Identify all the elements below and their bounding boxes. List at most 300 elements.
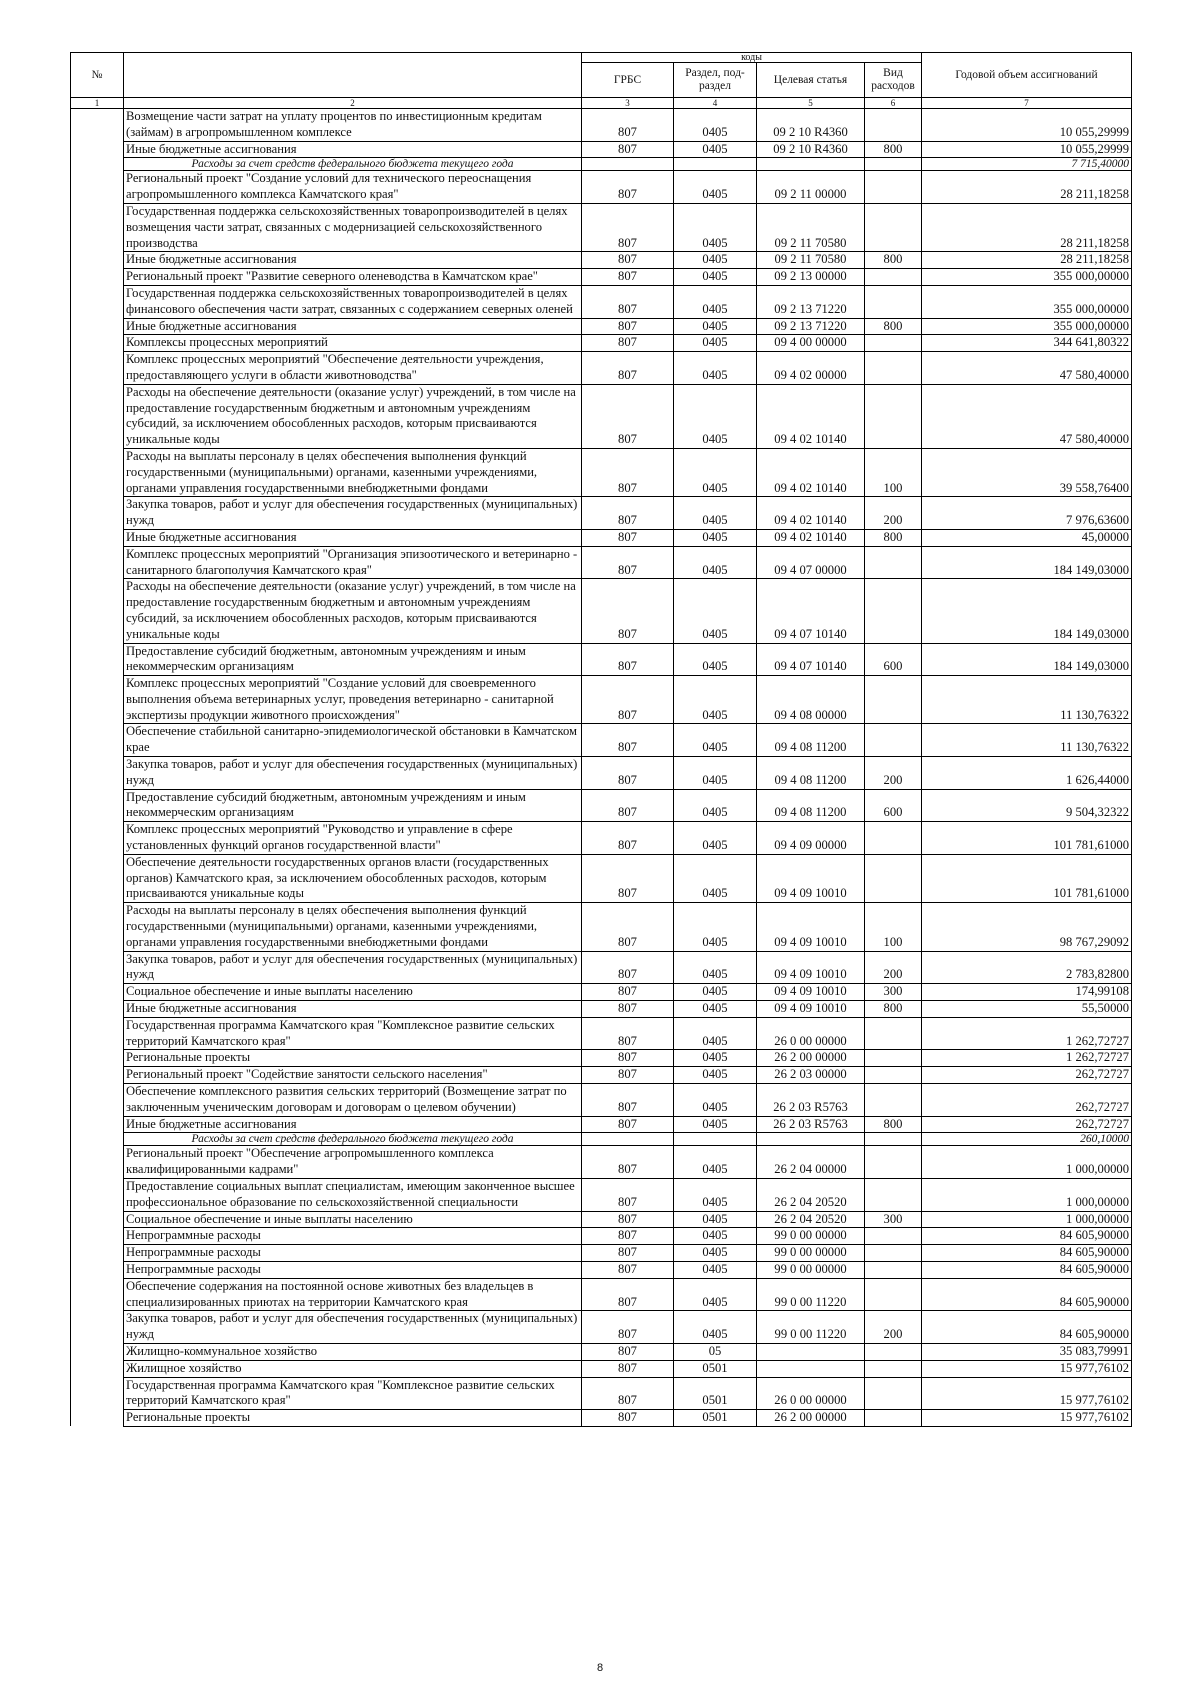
table-row <box>71 285 1132 318</box>
row-number-cell <box>71 318 124 335</box>
header-name <box>124 53 582 98</box>
table-row <box>71 171 1132 204</box>
row-number-cell <box>71 1261 124 1278</box>
grbs-cell: 807 <box>582 171 674 204</box>
grbs-cell: 807 <box>582 1343 674 1360</box>
amount-cell: 11 130,76322 <box>922 676 1132 724</box>
vid-cell <box>865 1360 922 1377</box>
row-name-cell: Непрограммные расходы <box>124 1245 582 1262</box>
vid-cell <box>865 1377 922 1410</box>
row-number-cell <box>71 1179 124 1212</box>
target-cell: 09 2 11 00000 <box>757 171 865 204</box>
grbs-cell: 807 <box>582 724 674 757</box>
row-name-cell: Иные бюджетные ассигнования <box>124 1001 582 1018</box>
table-row <box>71 1261 1132 1278</box>
row-number-cell <box>71 757 124 790</box>
target-cell: 09 4 08 11200 <box>757 789 865 822</box>
row-number-cell <box>71 1245 124 1262</box>
grbs-cell: 807 <box>582 448 674 496</box>
target-cell: 09 4 00 00000 <box>757 335 865 352</box>
table-row <box>71 822 1132 855</box>
vid-cell: 800 <box>865 252 922 269</box>
grbs-cell: 807 <box>582 903 674 951</box>
grbs-cell: 807 <box>582 757 674 790</box>
row-number-cell <box>71 1377 124 1410</box>
column-number: 5 <box>757 98 865 109</box>
razdel-cell: 0405 <box>674 676 757 724</box>
row-name-cell: Расходы на обеспечение деятельности (оказание услуг) учреждений, в том числе на предоставление государственным бюджетным и автономным учреждениям субсидий, за исключением обособленных расходов, которым присваиваются уникальные коды <box>124 579 582 643</box>
table-body <box>71 109 1132 1427</box>
grbs-cell: 807 <box>582 285 674 318</box>
table-row <box>71 546 1132 579</box>
amount-cell: 39 558,76400 <box>922 448 1132 496</box>
razdel-cell: 0405 <box>674 1179 757 1212</box>
amount-cell: 28 211,18258 <box>922 171 1132 204</box>
amount-cell: 84 605,90000 <box>922 1261 1132 1278</box>
row-name-cell: Непрограммные расходы <box>124 1261 582 1278</box>
razdel-cell: 05 <box>674 1343 757 1360</box>
amount-cell: 262,72727 <box>922 1067 1132 1084</box>
row-number-cell <box>71 676 124 724</box>
target-cell: 09 4 02 10140 <box>757 448 865 496</box>
row-number-cell <box>71 109 124 142</box>
table-row <box>71 1211 1132 1228</box>
amount-cell: 184 149,03000 <box>922 546 1132 579</box>
vid-cell <box>865 1017 922 1050</box>
amount-cell: 262,72727 <box>922 1116 1132 1133</box>
column-number: 7 <box>922 98 1132 109</box>
row-name-cell: Государственная поддержка сельскохозяйственных товаропроизводителей в целях возмещения части затрат, связанных с модернизацией сельскохозяйственного производства <box>124 203 582 251</box>
grbs-cell <box>582 158 674 171</box>
vid-cell: 100 <box>865 448 922 496</box>
header-codes: коды <box>582 53 922 63</box>
amount-cell: 184 149,03000 <box>922 643 1132 676</box>
federal-budget-note-row <box>71 158 1132 171</box>
row-name-cell: Региональные проекты <box>124 1410 582 1427</box>
vid-cell <box>865 546 922 579</box>
header-target: Целевая статья <box>757 63 865 98</box>
table-row <box>71 1278 1132 1311</box>
table-row <box>71 1116 1132 1133</box>
amount-cell: 355 000,00000 <box>922 318 1132 335</box>
razdel-cell: 0405 <box>674 1311 757 1344</box>
grbs-cell: 807 <box>582 335 674 352</box>
razdel-cell: 0405 <box>674 789 757 822</box>
column-number: 1 <box>71 98 124 109</box>
amount-cell: 47 580,40000 <box>922 384 1132 448</box>
target-cell: 99 0 00 11220 <box>757 1311 865 1344</box>
row-number-cell <box>71 546 124 579</box>
table-row <box>71 1245 1132 1262</box>
grbs-cell: 807 <box>582 203 674 251</box>
row-name-cell: Непрограммные расходы <box>124 1228 582 1245</box>
amount-cell: 55,50000 <box>922 1001 1132 1018</box>
vid-cell <box>865 1050 922 1067</box>
row-number-cell <box>71 903 124 951</box>
grbs-cell: 807 <box>582 352 674 385</box>
target-cell: 09 2 11 70580 <box>757 252 865 269</box>
table-row <box>71 757 1132 790</box>
row-number-cell <box>71 1278 124 1311</box>
table-row <box>71 1017 1132 1050</box>
table-row <box>71 724 1132 757</box>
table-row <box>71 1377 1132 1410</box>
vid-cell <box>865 724 922 757</box>
target-cell: 09 4 02 10140 <box>757 497 865 530</box>
row-name-cell: Расходы на выплаты персоналу в целях обеспечения выполнения функций государственными (муниципальными) органами, казенными учреждениями, органами управления государственными внебюджетными фондами <box>124 903 582 951</box>
vid-cell <box>865 109 922 142</box>
row-number-cell <box>71 171 124 204</box>
grbs-cell: 807 <box>582 269 674 286</box>
razdel-cell: 0501 <box>674 1360 757 1377</box>
row-name-cell: Региональный проект "Содействие занятости сельского населения" <box>124 1067 582 1084</box>
target-cell <box>757 1360 865 1377</box>
vid-cell: 800 <box>865 318 922 335</box>
column-number: 6 <box>865 98 922 109</box>
razdel-cell: 0405 <box>674 724 757 757</box>
amount-cell: 84 605,90000 <box>922 1311 1132 1344</box>
target-cell: 09 4 02 10140 <box>757 529 865 546</box>
amount-cell: 355 000,00000 <box>922 285 1132 318</box>
row-name-cell: Расходы за счет средств федерального бюджета текущего года <box>124 158 582 171</box>
row-number-cell <box>71 1228 124 1245</box>
razdel-cell: 0501 <box>674 1377 757 1410</box>
amount-cell: 344 641,80322 <box>922 335 1132 352</box>
target-cell: 99 0 00 00000 <box>757 1245 865 1262</box>
target-cell: 09 2 11 70580 <box>757 203 865 251</box>
target-cell: 26 2 04 00000 <box>757 1146 865 1179</box>
table-row <box>71 854 1132 902</box>
vid-cell <box>865 1067 922 1084</box>
budget-table <box>70 52 1132 1427</box>
row-number-cell <box>71 984 124 1001</box>
vid-cell <box>865 1245 922 1262</box>
row-name-cell: Региональный проект "Создание условий для технического переоснащения агропромышленного комплекса Камчатского края" <box>124 171 582 204</box>
table-row <box>71 352 1132 385</box>
grbs-cell: 807 <box>582 1245 674 1262</box>
table-row <box>71 1410 1132 1427</box>
vid-cell <box>865 158 922 171</box>
row-number-cell <box>71 252 124 269</box>
target-cell: 09 4 09 10010 <box>757 1001 865 1018</box>
target-cell: 09 4 09 10010 <box>757 903 865 951</box>
vid-cell <box>865 352 922 385</box>
amount-cell: 28 211,18258 <box>922 203 1132 251</box>
grbs-cell: 807 <box>582 1311 674 1344</box>
table-row <box>71 1228 1132 1245</box>
vid-cell <box>865 579 922 643</box>
target-cell: 09 4 02 00000 <box>757 352 865 385</box>
row-number-cell <box>71 724 124 757</box>
row-name-cell: Жилищно-коммунальное хозяйство <box>124 1343 582 1360</box>
razdel-cell: 0405 <box>674 109 757 142</box>
row-name-cell: Расходы на обеспечение деятельности (оказание услуг) учреждений, в том числе на предоставление государственным бюджетным и автономным учреждениям субсидий, за исключением обособленных расходов, которым присваиваются уникальные коды <box>124 384 582 448</box>
row-name-cell: Иные бюджетные ассигнования <box>124 318 582 335</box>
column-number: 4 <box>674 98 757 109</box>
row-name-cell: Закупка товаров, работ и услуг для обеспечения государственных (муниципальных) нужд <box>124 1311 582 1344</box>
row-number-cell <box>71 951 124 984</box>
amount-cell: 101 781,61000 <box>922 822 1132 855</box>
table-row <box>71 318 1132 335</box>
razdel-cell: 0405 <box>674 384 757 448</box>
vid-cell <box>865 676 922 724</box>
vid-cell: 800 <box>865 529 922 546</box>
grbs-cell: 807 <box>582 141 674 158</box>
row-name-cell: Жилищное хозяйство <box>124 1360 582 1377</box>
razdel-cell: 0405 <box>674 1211 757 1228</box>
grbs-cell: 807 <box>582 1410 674 1427</box>
table-row <box>71 579 1132 643</box>
target-cell: 09 4 09 10010 <box>757 984 865 1001</box>
target-cell: 99 0 00 00000 <box>757 1228 865 1245</box>
table-row <box>71 1084 1132 1117</box>
vid-cell <box>865 1278 922 1311</box>
row-number-cell <box>71 1050 124 1067</box>
grbs-cell: 807 <box>582 1001 674 1018</box>
razdel-cell: 0405 <box>674 854 757 902</box>
grbs-cell: 807 <box>582 1211 674 1228</box>
razdel-cell: 0405 <box>674 1050 757 1067</box>
amount-cell: 47 580,40000 <box>922 352 1132 385</box>
amount-cell: 9 504,32322 <box>922 789 1132 822</box>
vid-cell: 800 <box>865 1116 922 1133</box>
row-name-cell: Расходы за счет средств федерального бюджета текущего года <box>124 1133 582 1146</box>
header-amount: Годовой объем ассигнований <box>922 53 1132 98</box>
razdel-cell: 0405 <box>674 1261 757 1278</box>
amount-cell: 262,72727 <box>922 1084 1132 1117</box>
razdel-cell: 0405 <box>674 318 757 335</box>
row-number-cell <box>71 854 124 902</box>
row-number-cell <box>71 141 124 158</box>
razdel-cell: 0405 <box>674 1084 757 1117</box>
razdel-cell: 0405 <box>674 757 757 790</box>
target-cell: 26 2 04 20520 <box>757 1179 865 1212</box>
amount-cell: 28 211,18258 <box>922 252 1132 269</box>
table-row <box>71 676 1132 724</box>
amount-cell: 2 783,82800 <box>922 951 1132 984</box>
row-name-cell: Иные бюджетные ассигнования <box>124 141 582 158</box>
table-row <box>71 1360 1132 1377</box>
row-number-cell <box>71 579 124 643</box>
grbs-cell: 807 <box>582 1278 674 1311</box>
razdel-cell: 0405 <box>674 1146 757 1179</box>
razdel-cell: 0405 <box>674 1001 757 1018</box>
vid-cell <box>865 203 922 251</box>
row-number-cell <box>71 352 124 385</box>
header-no: № <box>71 53 124 98</box>
grbs-cell: 807 <box>582 1360 674 1377</box>
amount-cell: 1 262,72727 <box>922 1050 1132 1067</box>
vid-cell <box>865 335 922 352</box>
column-number: 3 <box>582 98 674 109</box>
amount-cell: 1 626,44000 <box>922 757 1132 790</box>
row-name-cell: Иные бюджетные ассигнования <box>124 529 582 546</box>
target-cell: 09 4 08 11200 <box>757 757 865 790</box>
amount-cell: 7 715,40000 <box>922 158 1132 171</box>
row-name-cell: Региональный проект "Обеспечение агропромышленного комплекса квалифицированными кадрами" <box>124 1146 582 1179</box>
amount-cell: 15 977,76102 <box>922 1360 1132 1377</box>
table-row <box>71 643 1132 676</box>
grbs-cell: 807 <box>582 1228 674 1245</box>
table-row <box>71 984 1132 1001</box>
federal-budget-note-row <box>71 1133 1132 1146</box>
grbs-cell: 807 <box>582 676 674 724</box>
vid-cell <box>865 384 922 448</box>
amount-cell: 45,00000 <box>922 529 1132 546</box>
razdel-cell: 0405 <box>674 1245 757 1262</box>
grbs-cell: 807 <box>582 1017 674 1050</box>
column-number: 2 <box>124 98 582 109</box>
table-row <box>71 1146 1132 1179</box>
row-number-cell <box>71 384 124 448</box>
razdel-cell: 0405 <box>674 579 757 643</box>
row-name-cell: Возмещение части затрат на уплату процентов по инвестиционным кредитам (займам) в агропромышленном комплексе <box>124 109 582 142</box>
target-cell: 09 4 09 00000 <box>757 822 865 855</box>
grbs-cell: 807 <box>582 1050 674 1067</box>
vid-cell: 100 <box>865 903 922 951</box>
target-cell: 09 4 09 10010 <box>757 854 865 902</box>
row-name-cell: Социальное обеспечение и иные выплаты населению <box>124 1211 582 1228</box>
target-cell: 09 4 08 11200 <box>757 724 865 757</box>
row-name-cell: Расходы на выплаты персоналу в целях обеспечения выполнения функций государственными (муниципальными) органами, казенными учреждениями, органами управления государственными внебюджетными фондами <box>124 448 582 496</box>
razdel-cell: 0405 <box>674 643 757 676</box>
amount-cell: 84 605,90000 <box>922 1245 1132 1262</box>
vid-cell <box>865 1410 922 1427</box>
vid-cell <box>865 1084 922 1117</box>
razdel-cell: 0405 <box>674 1067 757 1084</box>
vid-cell <box>865 1146 922 1179</box>
row-number-cell <box>71 529 124 546</box>
grbs-cell: 807 <box>582 318 674 335</box>
grbs-cell: 807 <box>582 109 674 142</box>
vid-cell <box>865 171 922 204</box>
row-name-cell: Обеспечение стабильной санитарно-эпидемиологической обстановки в Камчатском крае <box>124 724 582 757</box>
row-name-cell: Иные бюджетные ассигнования <box>124 252 582 269</box>
target-cell: 09 2 10 R4360 <box>757 141 865 158</box>
razdel-cell: 0405 <box>674 529 757 546</box>
vid-cell: 800 <box>865 1001 922 1018</box>
razdel-cell: 0405 <box>674 984 757 1001</box>
table-row <box>71 497 1132 530</box>
target-cell: 26 2 03 R5763 <box>757 1116 865 1133</box>
row-name-cell: Предоставление социальных выплат специалистам, имеющим законченное высшее профессиональное образование по сельскохозяйственной специальности <box>124 1179 582 1212</box>
target-cell: 26 2 03 00000 <box>757 1067 865 1084</box>
vid-cell <box>865 1228 922 1245</box>
grbs-cell: 807 <box>582 1084 674 1117</box>
row-name-cell: Обеспечение комплексного развития сельских территорий (Возмещение затрат по заключенным ученическим договорам и договорам о целевом обучении) <box>124 1084 582 1117</box>
target-cell <box>757 158 865 171</box>
razdel-cell: 0405 <box>674 546 757 579</box>
row-name-cell: Комплексы процессных мероприятий <box>124 335 582 352</box>
grbs-cell: 807 <box>582 1067 674 1084</box>
amount-cell: 260,10000 <box>922 1133 1132 1146</box>
table-row <box>71 951 1132 984</box>
grbs-cell: 807 <box>582 643 674 676</box>
row-name-cell: Комплекс процессных мероприятий "Обеспечение деятельности учреждения, предоставляющего услуги в области животноводства" <box>124 352 582 385</box>
razdel-cell: 0405 <box>674 1116 757 1133</box>
row-number-cell <box>71 1116 124 1133</box>
vid-cell: 600 <box>865 789 922 822</box>
row-name-cell: Государственная программа Камчатского края "Комплексное развитие сельских территорий Камчатского края" <box>124 1377 582 1410</box>
row-number-cell <box>71 1311 124 1344</box>
razdel-cell: 0405 <box>674 141 757 158</box>
row-number-cell <box>71 1067 124 1084</box>
grbs-cell: 807 <box>582 822 674 855</box>
razdel-cell: 0405 <box>674 335 757 352</box>
vid-cell: 200 <box>865 497 922 530</box>
amount-cell: 84 605,90000 <box>922 1228 1132 1245</box>
grbs-cell: 807 <box>582 984 674 1001</box>
vid-cell <box>865 822 922 855</box>
amount-cell: 15 977,76102 <box>922 1410 1132 1427</box>
row-name-cell: Государственная программа Камчатского края "Комплексное развитие сельских территорий Камчатского края" <box>124 1017 582 1050</box>
amount-cell: 84 605,90000 <box>922 1278 1132 1311</box>
row-name-cell: Комплекс процессных мероприятий "Организация эпизоотического и ветеринарно - санитарного благополучия Камчатского края" <box>124 546 582 579</box>
razdel-cell: 0405 <box>674 1278 757 1311</box>
table-row <box>71 269 1132 286</box>
row-name-cell: Закупка товаров, работ и услуг для обеспечения государственных (муниципальных) нужд <box>124 757 582 790</box>
target-cell: 09 4 09 10010 <box>757 951 865 984</box>
razdel-cell: 0405 <box>674 269 757 286</box>
row-name-cell: Иные бюджетные ассигнования <box>124 1116 582 1133</box>
grbs-cell: 807 <box>582 252 674 269</box>
row-name-cell: Социальное обеспечение и иные выплаты населению <box>124 984 582 1001</box>
row-name-cell: Закупка товаров, работ и услуг для обеспечения государственных (муниципальных) нужд <box>124 951 582 984</box>
row-name-cell: Обеспечение содержания на постоянной основе животных без владельцев в специализированных приютах на территории Камчатского края <box>124 1278 582 1311</box>
row-number-cell <box>71 1017 124 1050</box>
target-cell: 99 0 00 00000 <box>757 1261 865 1278</box>
amount-cell: 10 055,29999 <box>922 109 1132 142</box>
razdel-cell: 0405 <box>674 497 757 530</box>
razdel-cell: 0405 <box>674 1017 757 1050</box>
grbs-cell: 807 <box>582 1261 674 1278</box>
target-cell: 09 2 13 71220 <box>757 285 865 318</box>
target-cell: 26 2 04 20520 <box>757 1211 865 1228</box>
razdel-cell: 0405 <box>674 903 757 951</box>
row-name-cell: Предоставление субсидий бюджетным, автономным учреждениям и иным некоммерческим организациям <box>124 789 582 822</box>
table-row <box>71 335 1132 352</box>
grbs-cell: 807 <box>582 1179 674 1212</box>
razdel-cell: 0405 <box>674 252 757 269</box>
row-number-cell <box>71 1084 124 1117</box>
grbs-cell: 807 <box>582 497 674 530</box>
amount-cell: 184 149,03000 <box>922 579 1132 643</box>
target-cell: 09 2 10 R4360 <box>757 109 865 142</box>
row-number-cell <box>71 203 124 251</box>
row-number-cell <box>71 285 124 318</box>
row-number-cell <box>71 497 124 530</box>
amount-cell: 15 977,76102 <box>922 1377 1132 1410</box>
razdel-cell: 0501 <box>674 1410 757 1427</box>
row-number-cell <box>71 1360 124 1377</box>
vid-cell <box>865 1133 922 1146</box>
row-name-cell: Региональный проект "Развитие северного оленеводства в Камчатском крае" <box>124 269 582 286</box>
target-cell <box>757 1343 865 1360</box>
razdel-cell: 0405 <box>674 951 757 984</box>
row-number-cell <box>71 643 124 676</box>
target-cell: 09 2 13 71220 <box>757 318 865 335</box>
razdel-cell: 0405 <box>674 822 757 855</box>
target-cell: 99 0 00 11220 <box>757 1278 865 1311</box>
row-name-cell: Региональные проекты <box>124 1050 582 1067</box>
row-name-cell: Обеспечение деятельности государственных органов власти (государственных органов) Камчатского края, за исключением обособленных расходов, которым присваиваются уникальные коды <box>124 854 582 902</box>
target-cell: 09 4 07 10140 <box>757 643 865 676</box>
table-row <box>71 252 1132 269</box>
header-vid: Вид расходов <box>865 63 922 98</box>
table-row <box>71 141 1132 158</box>
amount-cell: 7 976,63600 <box>922 497 1132 530</box>
vid-cell: 800 <box>865 141 922 158</box>
